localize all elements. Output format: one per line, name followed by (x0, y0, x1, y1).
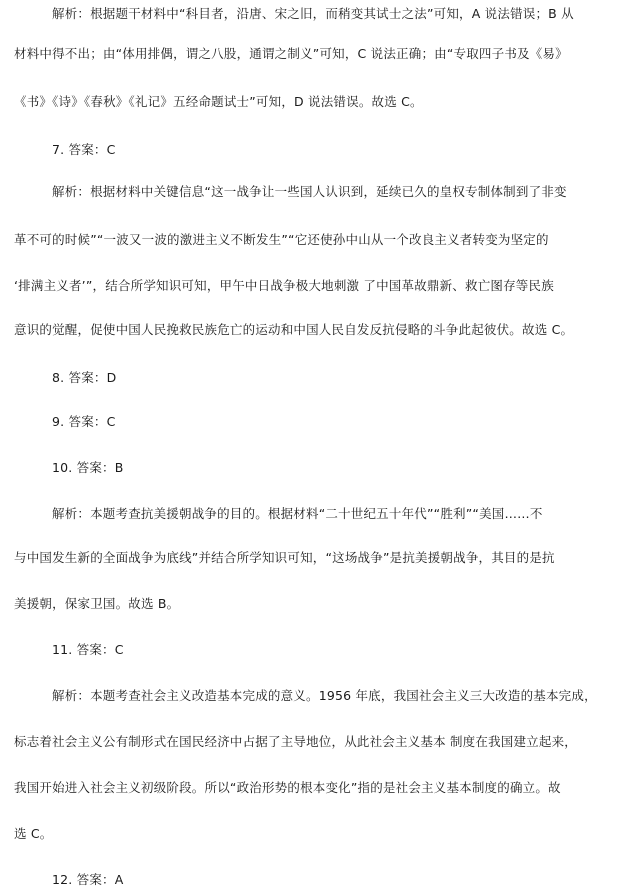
answer-line-10: 10. 答案：B (52, 460, 124, 475)
explanation-line: 美援朝，保家卫国。故选 B。 (14, 596, 180, 611)
explanation-line: 解析：根据材料中关键信息“这一战争让一些国人认识到，延续已久的皇权专制体制到了非变 (52, 184, 567, 199)
answer-line-8: 8. 答案：D (52, 370, 117, 385)
explanation-line: 解析：本题考查抗美援朝战争的目的。根据材料“二十世纪五十年代”“胜利”“美国……不 (52, 506, 543, 521)
explanation-line: 选 C。 (14, 826, 53, 841)
explanation-line: 标志着社会主义公有制形式在国民经济中占据了主导地位，从此社会主义基本 制度在我国建立起来， (14, 734, 577, 749)
answer-line-11: 11. 答案：C (52, 642, 124, 657)
answer-line-12: 12. 答案：A (52, 872, 124, 887)
explanation-line: 材料中得不出；由“体用排偶，谓之八股，通谓之制义”可知，C 说法正确；由“专取四子书及《易》 (14, 46, 568, 61)
answer-line-7: 7. 答案：C (52, 142, 116, 157)
explanation-line: 《书》《诗》《春秋》《礼记》五经命题试士”可知，D 说法错误。故选 C。 (14, 94, 423, 109)
explanation-line: 与中国发生新的全面战争为底线”并结合所学知识可知，“这场战争”是抗美援朝战争，其目的是抗 (14, 550, 555, 565)
explanation-line: 我国开始进入社会主义初级阶段。所以“政治形势的根本变化”指的是社会主义基本制度的确立。故 (14, 780, 561, 795)
explanation-line: ‘排满主义者’”，结合所学知识可知，甲午中日战争极大地刺激 了中国革故鼎新、救亡图存等民族 (14, 278, 554, 293)
explanation-line: 革不可的时候”“一波又一波的激进主义不断发生”“它还使孙中山从一个改良主义者转变为坚定的 (14, 232, 549, 247)
explanation-line: 意识的觉醒，促使中国人民挽救民族危亡的运动和中国人民自发反抗侵略的斗争此起彼伏。故选 C。 (14, 322, 574, 337)
answer-line-9: 9. 答案：C (52, 414, 116, 429)
explanation-line: 解析：本题考查社会主义改造基本完成的意义。1956 年底，我国社会主义三大改造的基本完成， (52, 688, 597, 703)
explanation-line: 解析：根据题干材料中“科目者，沿唐、宋之旧，而稍变其试士之法”可知，A 说法错误；B 从 (52, 6, 574, 21)
